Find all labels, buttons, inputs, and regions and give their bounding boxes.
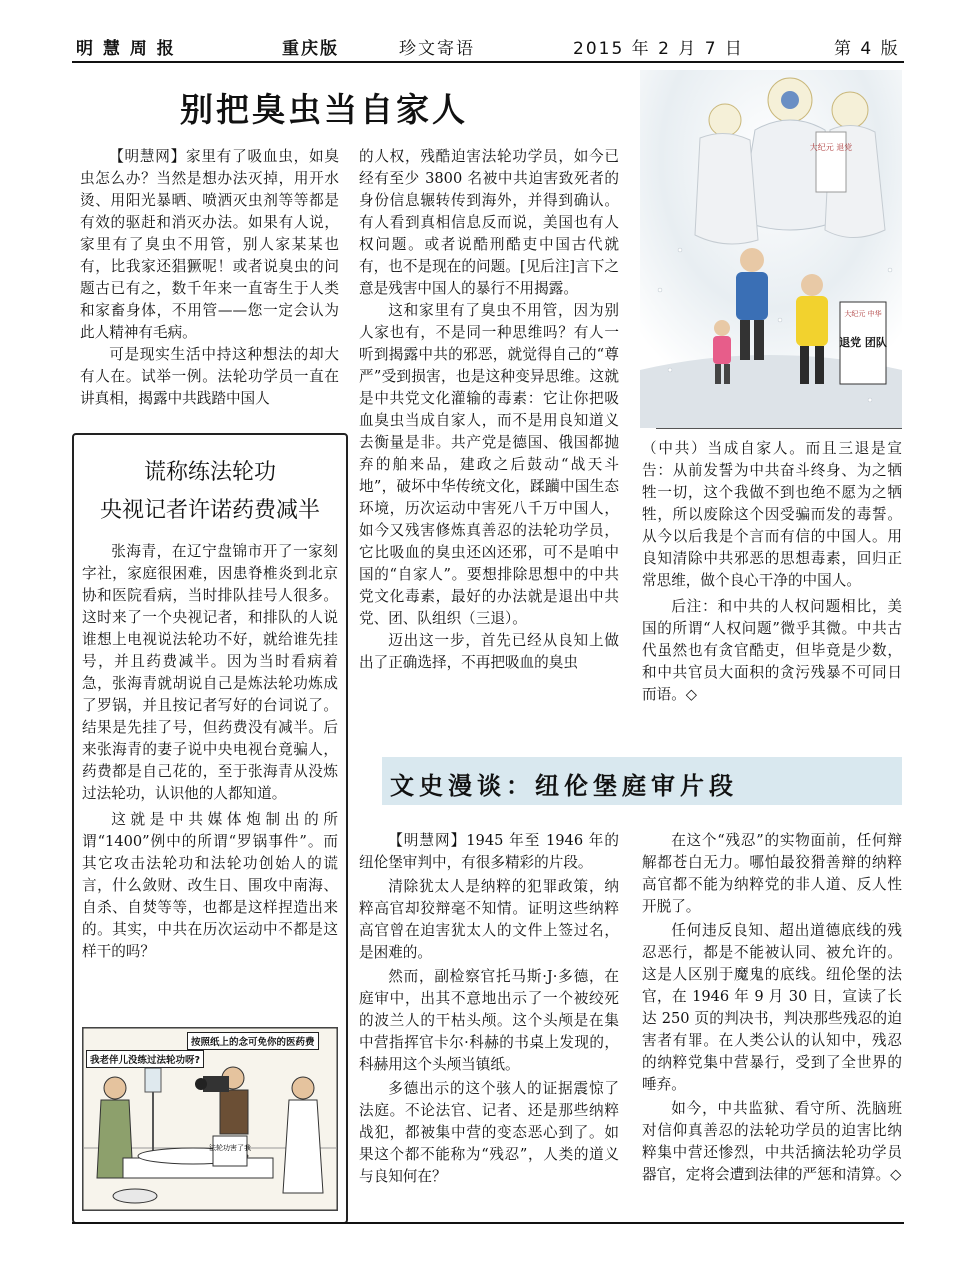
sidebar-title: 谎称练法轮功 — [143, 460, 276, 485]
paragraph: 张海青，在辽宁盘锦市开了一家刻字社，家庭很困难，因患脊椎炎到北京协和医院看病，当时排队挂号人很多。这时来了一个央视记者，和排队的人说谁想上电视说法轮功不好，就给谁先挂号，并且药费减半。因为当时看病着急，张海青就胡说自己是炼法轮功炼成了罗锅，并且按记者写好的台词说了。结果是先挂了号，但药费没有减半。后来张海青的妻子说中央电视台竟骗人，药费都是自己花的，至于张海青从没炼过法轮功，认识他的人都知道。 — [82, 543, 338, 802]
issue-date: 2015 年 2 月 7 日 — [573, 39, 744, 59]
masthead: 明 慧 周 报 — [76, 39, 176, 59]
sidebar-box — [72, 433, 348, 1224]
article2-column-2 — [642, 830, 902, 1186]
header-rule — [72, 61, 904, 63]
article-illustration — [640, 70, 902, 428]
paragraph: 迈出这一步，首先已经从良知上做出了正确选择，不再把吸血的臭虫 — [359, 632, 619, 671]
paragraph: 【明慧网】家里有了吸血虫，如臭虫怎么办？当然是想办法灭掉，用开水烫、用阳光暴晒、喷洒灭虫剂等等都是有效的驱赶和消灭办法。如果有人说，家里有了臭虫不用管，别人家某某也有，比我家还猖獗呢！或者说臭虫的问题古已有之，数千年来一直寄生于人类和家畜身体，不用管——您一定会认为此人精神有毛病。 — [80, 148, 339, 341]
paragraph: 任何违反良知、超出道德底线的残忍恶行，都是不能被认同、被允许的。这是人区别于魔鬼的底线。纽伦堡的法官，在 1946 年 9 月 30 日，宣读了长达 250 页的判决书，判决那些残忍的迫害者有罪。在人类公认的认知中，残忍的纳粹党集中营暴行，受到了全世界的唾弃。 — [642, 922, 902, 1093]
article-title: 别把臭虫当自家人 — [180, 90, 468, 129]
article2-column-1 — [359, 830, 619, 1188]
sidebar-body — [82, 541, 338, 963]
paragraph: 后注：和中共的人权问题相比，美国的所谓“人权问题”微乎其微。中共古代虽然也有贪官酷吏，但毕竟是少数，和中共官员大面积的贪污残暴不可同日而语。◇ — [642, 598, 902, 703]
paragraph: 可是现实生活中持这种想法的却大有人在。试举一例。法轮功学员一直在讲真相，揭露中共践踏中国人 — [80, 346, 339, 407]
paragraph: 这和家里有了臭虫不用管，因为别人家也有，不是同一种思维吗？有人一听到揭露中共的邪恶，就觉得自己的“尊严”受到损害，也是这种变异思维。这就是中共党文化灌输的毒素：它让你把吸血臭虫当成自家人，而不是用良知道义去衡量是非。共产党是德国、俄国都抛弃的舶来品，建政之后鼓动“战天斗地”，破坏中华传统文化，蹂躏中国生态环境，历次运动中害死八千万中国人，如今又残害修炼真善忍的法轮功学员，它比吸血的臭虫还凶还邪，可不是咱中国的“自家人”。要想排除思想中的中共党文化毒素，最好的办法就是退出中共党、团、队组织（三退）。 — [359, 302, 619, 627]
sidebar-subtitle: 央视记者许诺药费减半 — [99, 498, 320, 523]
paragraph: 这就是中共媒体炮制出的所谓“1400”例中的所谓“罗锅事件”。而其它攻击法轮功和法轮功创始人的谎言，什么敛财、改生日、围攻中南海、自杀、自焚等等，也都是这样捏造出来的。其实，中共在历次运动中不都是这样干的吗？ — [82, 811, 338, 960]
footer-rule — [72, 1222, 904, 1224]
article-column-2 — [359, 146, 619, 674]
article2-title: 文史漫谈：纽伦堡庭审片段 — [390, 772, 738, 800]
paragraph: 然而，副检察官托马斯·J·多德，在庭审中，出其不意地出示了一个被绞死的波兰人的干枯头颅。这个头颅是在集中营指挥官卡尔·科赫的书桌上发现的，科赫用这个头颅当镇纸。 — [359, 968, 619, 1073]
sidebar-cartoon — [82, 1027, 338, 1211]
paragraph: 清除犹太人是纳粹的犯罪政策，纳粹高官却狡辩毫不知情。证明这些纳粹高官曾在迫害犹太人的文件上签过名，是困难的。 — [359, 878, 619, 961]
page-number: 第 4 版 — [834, 39, 900, 59]
paragraph: 的人权，残酷迫害法轮功学员，如今已经有至少 3800 名被中共迫害致死者的身份信息辗转传到海外，并得到确认。有人看到真相信息反而说，美国也有人权问题。或者说酷刑酷吏中国古代就有，也不是现在的问题。[见后注]言下之意是残害中国人的暴行不用揭露。 — [359, 148, 619, 297]
paragraph: 多德出示的这个骇人的证据震惊了法庭。不论法官、记者、还是那些纳粹战犯，都被集中营的变态恶心到了。如果这个都不能称为“残忍”，人类的道义与良知何在？ — [359, 1080, 619, 1185]
board-text: 大纪元 中华 — [844, 310, 882, 318]
article2-banner — [382, 757, 902, 805]
edition-label: 重庆版 — [282, 39, 339, 59]
paragraph: （中共）当成自家人。而且三退是宣告：从前发誓为中共奋斗终身、为之牺牲一切，这个我做不到也绝不愿为之牺牲，所以废除这个因受骗而发的毒誓。从今以后我是个言而有信的中国人。用良知清除中共邪恶的思想毒素，回归正常思维，做个良心干净的中国人。 — [642, 440, 902, 589]
cartoon-speech-top: 按照纸上的念可免你的医药费 — [187, 1032, 319, 1050]
article-column-3 — [642, 438, 902, 706]
board-text: 退党 团队 — [839, 336, 887, 349]
illustration-sign: 大纪元 退党 — [809, 143, 853, 152]
paragraph: 如今，中共监狱、看守所、洗脑班对信仰真善忍的法轮功学员的迫害比纳粹集中营还惨烈，中共活摘法轮功学员器官，定将会遭到法律的严惩和清算。◇ — [642, 1100, 902, 1183]
paragraph: 【明慧网】1945 年至 1946 年的纽伦堡审判中，有很多精彩的片段。 — [359, 832, 619, 871]
cartoon-paper-text: 法轮功害了我 — [209, 1144, 251, 1152]
section-label: 珍文寄语 — [399, 39, 475, 59]
illustration-rule — [656, 428, 902, 429]
illustration-art — [640, 70, 902, 428]
cartoon-speech-left: 我老伴儿没练过法轮功呀? — [86, 1050, 204, 1068]
paragraph: 在这个“残忍”的实物面前，任何辩解都苍白无力。哪怕最狡猾善辩的纳粹高官都不能为纳粹党的非人道、反人性开脱了。 — [642, 832, 902, 915]
article-column-1 — [80, 146, 339, 410]
